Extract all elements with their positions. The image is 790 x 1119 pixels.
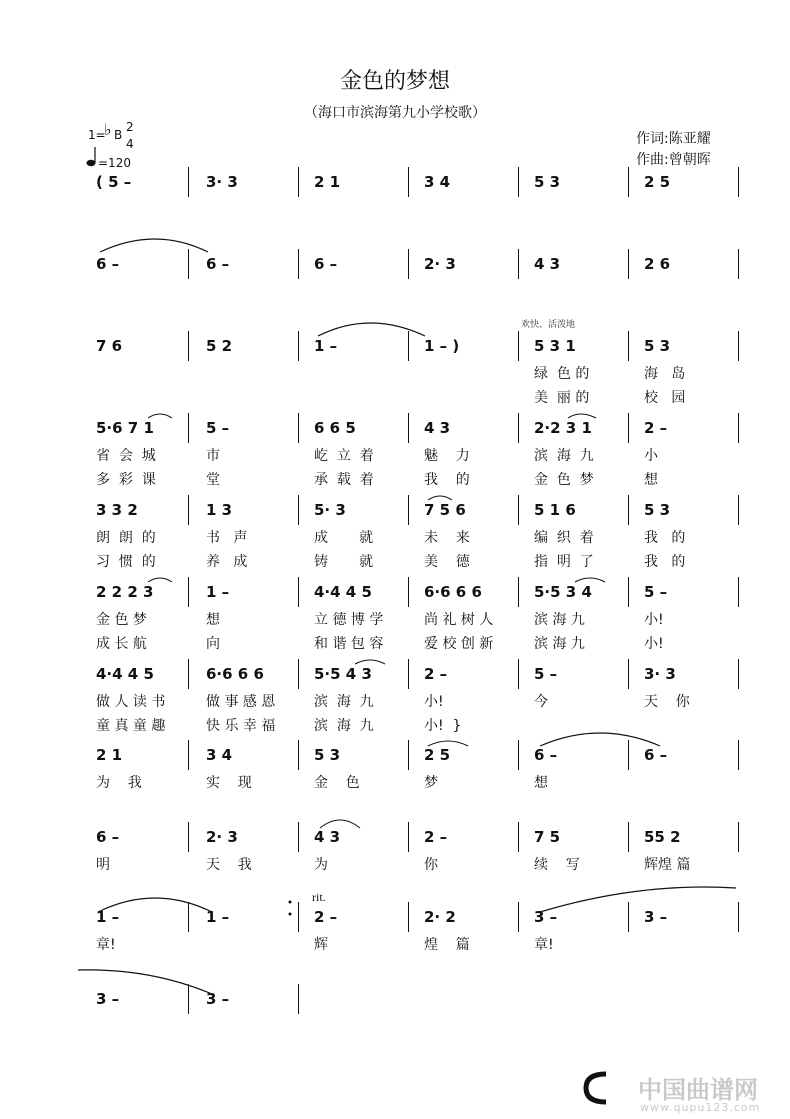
lyric: 和 谐 包 容	[314, 636, 384, 652]
measure: 4 3	[424, 419, 451, 437]
key-prefix: 1=	[88, 128, 106, 142]
lyric: 向	[206, 636, 220, 652]
measure: 6·6 6 6	[206, 665, 264, 683]
measure: 3 4	[424, 173, 451, 191]
measure: 2 6	[644, 255, 671, 273]
lyric: 成 就	[314, 530, 374, 546]
measure: 2 –	[644, 419, 668, 437]
measure: 1 – )	[424, 337, 460, 355]
lyric: 小!	[644, 636, 664, 652]
lyric: 铸 就	[314, 554, 374, 570]
measure: 6 –	[314, 255, 338, 273]
lyric: 尚 礼 树 人	[424, 612, 494, 628]
lyric: 滨 海 九	[534, 636, 585, 652]
measure: 7 6	[96, 337, 123, 355]
measure: 4·4 4 5	[314, 583, 372, 601]
lyric: 金 色	[314, 775, 360, 791]
watermark-url: www.qupu123.com	[640, 1101, 761, 1114]
measure: 3 –	[96, 990, 120, 1008]
measure: 5·6 7 1	[96, 419, 154, 437]
lyricist-credit: 作词:陈亚耀	[636, 131, 711, 147]
measure: 2 5	[644, 173, 671, 191]
measure: 2 2 2 3	[96, 583, 154, 601]
measure: 2 5	[424, 746, 451, 764]
lyric: 省 会 城	[96, 448, 156, 464]
lyric: 明	[96, 857, 110, 873]
lyric: 为	[314, 857, 328, 873]
lyric: 绿 色 的	[534, 366, 590, 382]
lyric: 为 我	[96, 775, 142, 791]
time-signature-bottom: 4	[126, 137, 134, 151]
lyric: 滨 海 九	[534, 612, 585, 628]
measure: 5 –	[534, 665, 558, 683]
lyric: 滨 海 九	[314, 718, 374, 734]
measure: 2 1	[96, 746, 123, 764]
expression-mark: 欢快、活泼地	[521, 320, 576, 330]
lyric: 美 丽 的	[534, 390, 590, 406]
lyric: 你	[424, 857, 438, 873]
lyric: 辉	[314, 937, 328, 953]
lyric: 校 园	[644, 390, 686, 406]
measure: 5·5 3 4	[534, 583, 592, 601]
measure: 3 –	[644, 908, 668, 926]
lyric: 金 色 梦	[96, 612, 147, 628]
ritardando-mark: rit.	[312, 890, 326, 904]
measure: 5·5 4 3	[314, 665, 372, 683]
measure: 2 –	[314, 908, 338, 926]
measure: 5 –	[206, 419, 230, 437]
lyric: 实 现	[206, 775, 252, 791]
lyric: 我 的	[644, 530, 686, 546]
lyric: 想	[644, 472, 658, 488]
measure: 3· 3	[644, 665, 676, 683]
watermark-brand: 中国曲谱网	[638, 1076, 758, 1104]
lyric: 小	[644, 448, 658, 464]
measure: 2 1	[314, 173, 341, 191]
lyric: 书 声	[206, 530, 248, 546]
lyric: 朗 朗 的	[96, 530, 156, 546]
measure: 5 1 6	[534, 501, 576, 519]
lyric: 美 德	[424, 554, 470, 570]
lyric: 金 色 梦	[534, 472, 594, 488]
measure: 2·2 3 1	[534, 419, 592, 437]
flat-sign: ♭	[104, 120, 112, 139]
measure: 2· 3	[206, 828, 238, 846]
lyric: 爱 校 创 新	[424, 636, 494, 652]
lyric: 指 明 了	[534, 554, 594, 570]
lyric: 续 写	[534, 857, 580, 873]
measure: 5 3	[644, 501, 671, 519]
measure: 6·6 6 6	[424, 583, 482, 601]
lyric: 小!	[424, 694, 444, 710]
measure: ( 5 –	[96, 173, 132, 191]
measure: 4 3	[534, 255, 561, 273]
lyric: 养 成	[206, 554, 248, 570]
lyric: 习 惯 的	[96, 554, 156, 570]
lyric: 快 乐 幸 福	[206, 718, 276, 734]
measure: 55 2	[644, 828, 681, 846]
lyric: 想	[534, 775, 548, 791]
lyric: 今	[534, 694, 548, 710]
lyric: 屹 立 着	[314, 448, 374, 464]
lyric: 天 你	[644, 694, 690, 710]
measure: 1 –	[206, 908, 230, 926]
measure: 5 2	[206, 337, 233, 355]
lyric: 煌 篇	[424, 937, 470, 953]
lyric: 辉煌 篇	[644, 857, 691, 873]
measure: 5 3	[644, 337, 671, 355]
lyric: 章!	[534, 937, 554, 953]
lyric: 想	[206, 612, 220, 628]
measure: 3 3 2	[96, 501, 138, 519]
lyric: 未 来	[424, 530, 470, 546]
lyric: 做 人 读 书	[96, 694, 166, 710]
lyric: 承 载 着	[314, 472, 374, 488]
measure: 3· 3	[206, 173, 238, 191]
composer-credit: 作曲:曾朝晖	[636, 152, 711, 168]
lyric: 滨 海 九	[314, 694, 374, 710]
measure: 1 –	[96, 908, 120, 926]
measure: 6 –	[534, 746, 558, 764]
measure: 5 3 1	[534, 337, 576, 355]
measure: 5· 3	[314, 501, 346, 519]
lyric: 成 长 航	[96, 636, 147, 652]
measure: 1 –	[206, 583, 230, 601]
lyric: 天 我	[206, 857, 252, 873]
lyric: 魅 力	[424, 448, 470, 464]
lyric: 滨 海 九	[534, 448, 594, 464]
key-note: B	[114, 128, 123, 142]
lyric: 我 的	[644, 554, 686, 570]
measure: 2· 2	[424, 908, 456, 926]
lyric: 童 真 童 趣	[96, 718, 166, 734]
measure: 7 5	[534, 828, 561, 846]
measure: 3 4	[206, 746, 233, 764]
lyric: 编 织 着	[534, 530, 594, 546]
measure: 5 –	[644, 583, 668, 601]
watermark-logo-icon	[576, 1066, 616, 1106]
measure: 5 3	[314, 746, 341, 764]
lyric: 市	[206, 448, 220, 464]
measure: 4·4 4 5	[96, 665, 154, 683]
lyric: 做 事 感 恩	[206, 694, 276, 710]
measure: 7 5 6	[424, 501, 466, 519]
lyric: 立 德 博 学	[314, 612, 384, 628]
measure: 5 3	[534, 173, 561, 191]
song-title: 金色的梦想	[339, 69, 450, 94]
measure: 6 6 5	[314, 419, 356, 437]
measure: 2· 3	[424, 255, 456, 273]
measure: 6 –	[96, 255, 120, 273]
lyric: 梦	[424, 775, 438, 791]
measure: 1 –	[314, 337, 338, 355]
lyric: 小! }	[424, 718, 462, 734]
measure: 6 –	[96, 828, 120, 846]
measure: 6 –	[206, 255, 230, 273]
measure: 3 –	[534, 908, 558, 926]
lyric: 章!	[96, 937, 116, 953]
lyric: 我 的	[424, 472, 470, 488]
lyric: 小!	[644, 612, 664, 628]
measure: 3 –	[206, 990, 230, 1008]
lyric: 堂	[206, 472, 220, 488]
measure: 2 –	[424, 665, 448, 683]
song-subtitle: （海口市滨海第九小学校歌）	[304, 105, 486, 121]
lyric: 海 岛	[644, 366, 686, 382]
measure: 1 3	[206, 501, 233, 519]
time-signature-top: 2	[126, 120, 134, 134]
measure: 4 3	[314, 828, 341, 846]
measure: 2 –	[424, 828, 448, 846]
tempo-value: =120	[98, 156, 131, 170]
lyric: 多 彩 课	[96, 472, 156, 488]
measure: 6 –	[644, 746, 668, 764]
